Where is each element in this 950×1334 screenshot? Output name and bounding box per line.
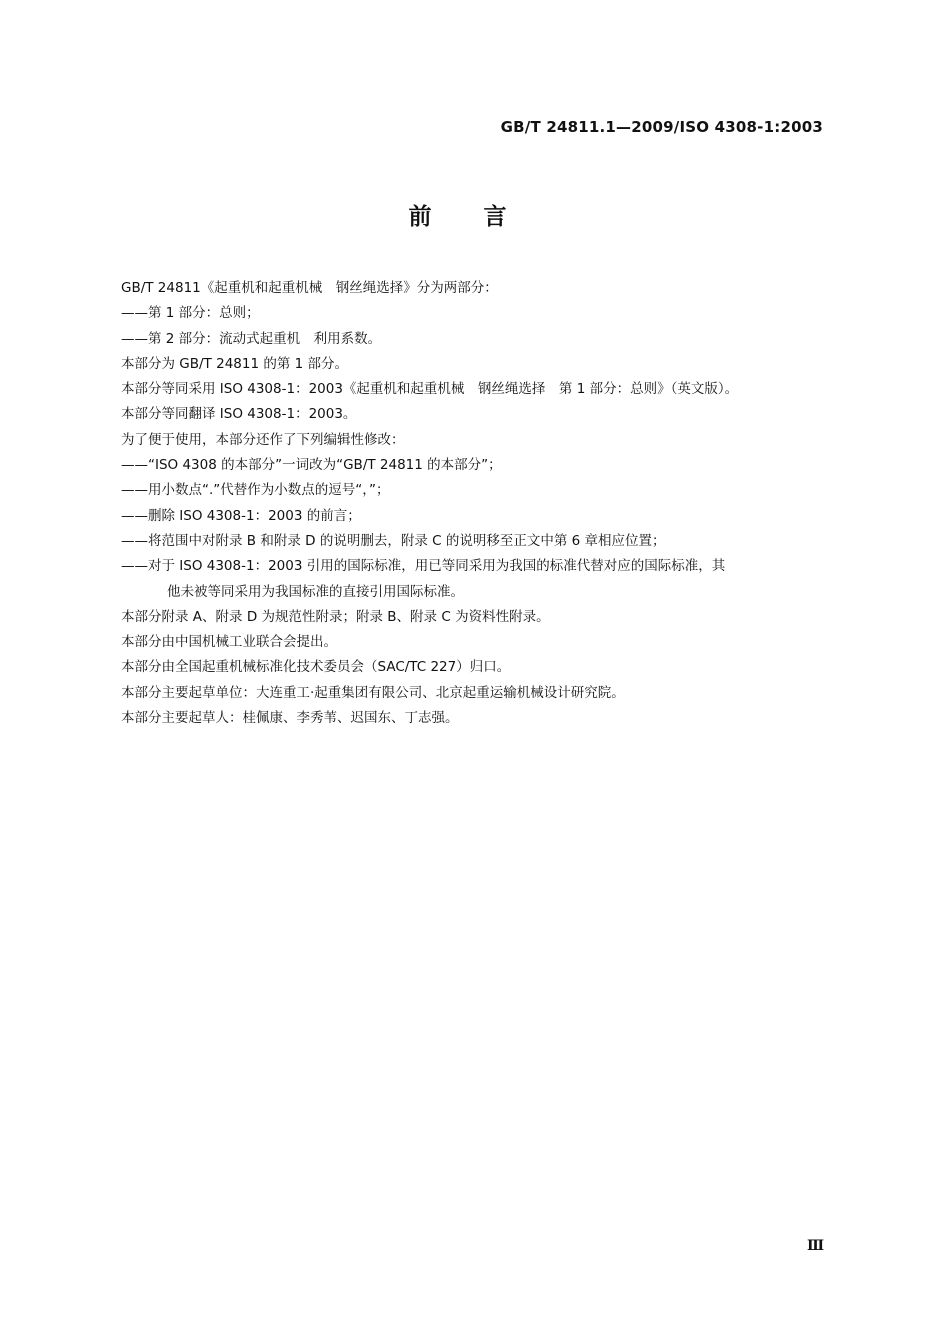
text-line: 本部分由中国机械工业联合会提出。: [121, 634, 337, 651]
text-line: GB/T 24811《起重机和起重机械 钢丝绳选择》分为两部分：: [121, 280, 498, 296]
standard-number: GB/T 24811.1—2009/ISO 4308-1:2003: [500, 118, 823, 136]
page-title: 前言: [408, 204, 559, 230]
text-line: 本部分等同采用 ISO 4308-1：2003《起重机和起重机械 钢丝绳选择 第 1 部分：总则》（英文版）。: [121, 381, 739, 398]
text-line: ——删除 ISO 4308-1：2003 的前言；: [121, 507, 361, 524]
foreword-body: [121, 276, 841, 731]
text-line-continuation: 他未被等同采用为我国标准的直接引用国际标准。: [167, 583, 464, 600]
text-line: 为了便于使用，本部分还作了下列编辑性修改：: [121, 431, 405, 448]
text-line: 本部分为 GB/T 24811 的第 1 部分。: [121, 355, 349, 372]
text-line: 本部分等同翻译 ISO 4308-1：2003。: [121, 406, 357, 423]
text-line: ——第 2 部分：流动式起重机 利用系数。: [121, 330, 382, 347]
page-number: Ⅲ: [806, 1238, 824, 1254]
text-line: 本部分附录 A、附录 D 为规范性附录；附录 B、附录 C 为资料性附录。: [121, 608, 550, 625]
text-line: ——对于 ISO 4308-1：2003 引用的国际标准，用已等同采用为我国的标准代替对应的国际标准，其: [121, 558, 726, 575]
text-line: ——用小数点“.”代替作为小数点的逗号“，”；: [121, 482, 390, 499]
text-line: 本部分主要起草单位：大连重工·起重集团有限公司、北京起重运输机械设计研究院。: [121, 684, 625, 701]
text-line: ——将范围中对附录 B 和附录 D 的说明删去，附录 C 的说明移至正文中第 6 章相应位置；: [121, 532, 666, 549]
text-line: ——“ISO 4308 的本部分”一词改为“GB/T 24811 的本部分”；: [121, 457, 502, 474]
text-line: ——第 1 部分：总则；: [121, 305, 260, 322]
text-line: 本部分主要起草人：桂佩康、李秀苇、迟国东、丁志强。: [121, 710, 459, 727]
text-line: 本部分由全国起重机械标准化技术委员会（SAC/TC 227）归口。: [121, 659, 511, 676]
